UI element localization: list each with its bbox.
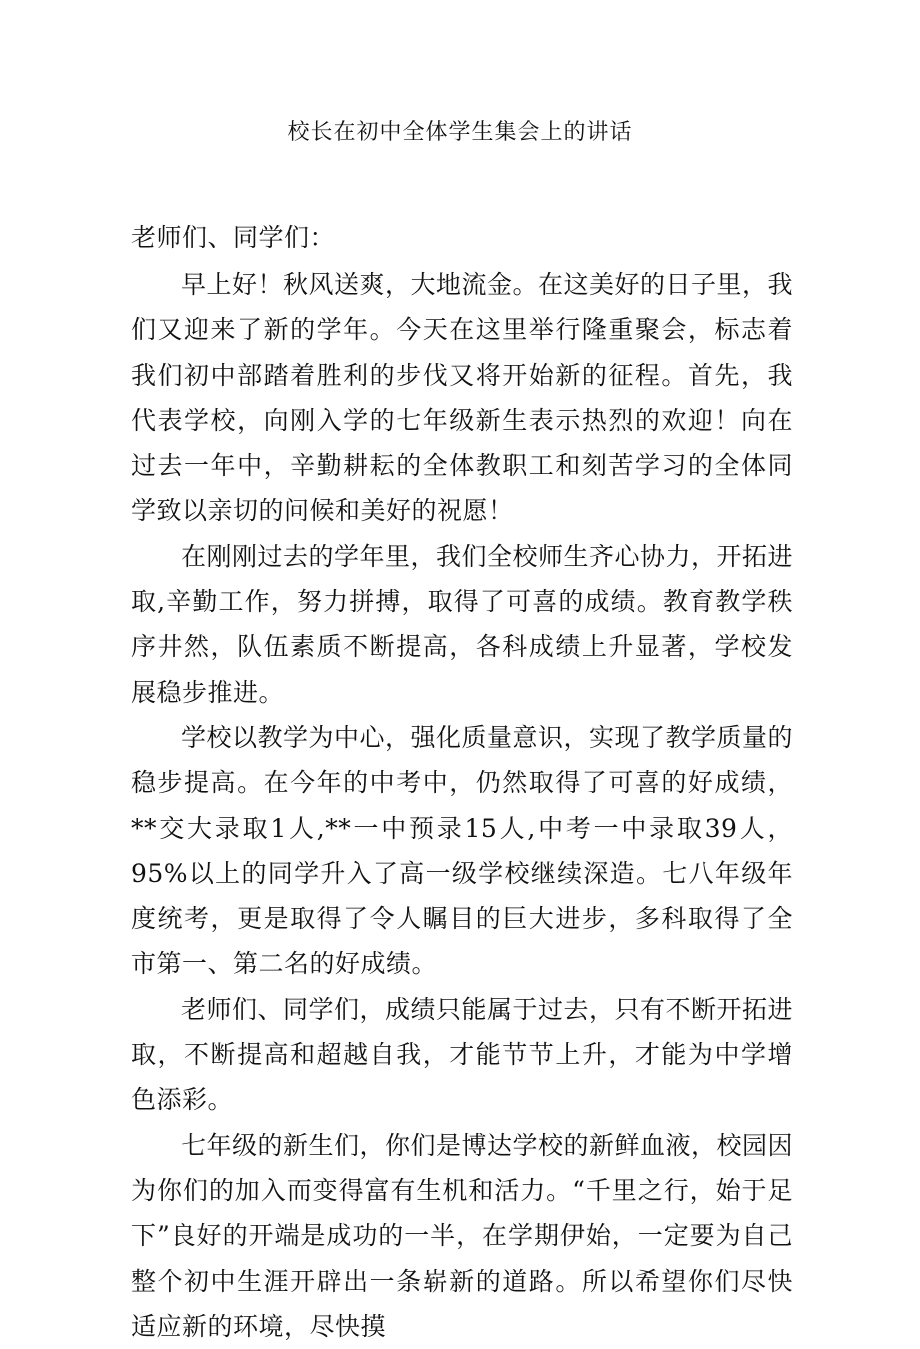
paragraph-exam-results: 学校以教学为中心，强化质量意识，实现了教学质量的稳步提高。在今年的中考中，仍然取得了可喜的好成绩，**交大录取1人,**一中预录15人,中考一中录取39人，95%以上的同学升入了高一级学校继续深造。七八年级年度统考，更是取得了令人瞩目的巨大进步，多科取得了全市第一、第二名的好成绩。 — [131, 722, 794, 979]
paragraph-encouragement: 老师们、同学们，成绩只能属于过去，只有不断开拓进取，不断提高和超越自我，才能节节上升，才能为中学增色添彩。 — [131, 994, 794, 1115]
salutation: 老师们、同学们： — [131, 223, 336, 252]
document-body — [131, 214, 793, 1349]
paragraph-new-students: 七年级的新生们，你们是博达学校的新鲜血液，校园因为你们的加入而变得富有生机和活力。“千里之行，始于足下”良好的开端是成功的一半，在学期伊始，一定要为自己整个初中生涯开辟出一条崭新的道路。所以希望你们尽快适应新的环境，尽快摸 — [131, 1130, 794, 1341]
paragraph-greeting: 早上好！秋风送爽，大地流金。在这美好的日子里，我们又迎来了新的学年。今天在这里举行隆重聚会，标志着我们初中部踏着胜利的步伐又将开始新的征程。首先，我代表学校，向刚入学的七年级新生表示热烈的欢迎！向在过去一年中，辛勤耕耘的全体教职工和刻苦学习的全体同学致以亲切的问候和美好的祝愿！ — [131, 270, 794, 526]
document-title: 校长在初中全体学生集会上的讲话 — [287, 120, 633, 145]
paragraph-achievements: 在刚刚过去的学年里，我们全校师生齐心协力，开拓进取,辛勤工作，努力拼搏，取得了可喜的成绩。教育教学秩序井然，队伍素质不断提高，各科成绩上升显著，学校发展稳步推进。 — [131, 541, 794, 707]
